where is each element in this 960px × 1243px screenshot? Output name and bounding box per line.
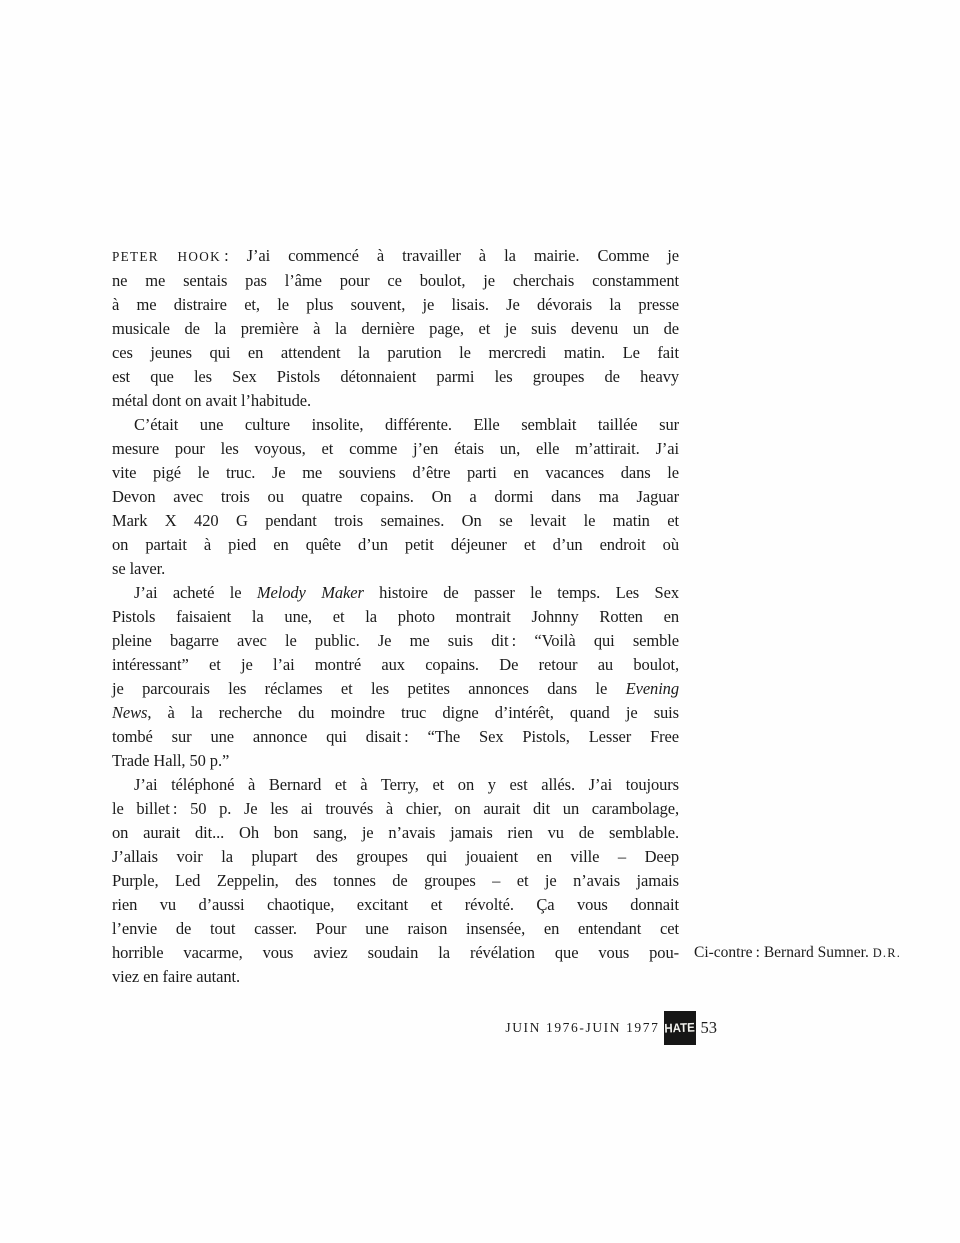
text-line: J’allais voir la plupart des groupes qui jouaient en ville – Deep: [112, 847, 679, 866]
text-line: rien vu d’aussi chaotique, excitant et révolté. Ça vous donnait: [112, 895, 679, 914]
text-line: est que les Sex Pistols détonnaient parmi les groupes de heavy: [112, 367, 679, 386]
text-line: Devon avec trois ou quatre copains. On a dormi dans ma Jaguar: [112, 487, 679, 506]
text-line: à me distraire et, le plus souvent, je lisais. Je dévorais la presse: [112, 295, 679, 314]
text-line: musicale de la première à la dernière page, et je suis devenu un de: [112, 319, 679, 338]
text-line: News, à la recherche du moindre truc digne d’intérêt, quand je suis: [112, 703, 679, 722]
text-line: on aurait dit... Oh bon sang, je n’avais jamais rien vu de semblable.: [112, 823, 679, 842]
photo-caption: Ci-contre : Bernard Sumner. D.R.: [694, 944, 902, 961]
text-line: J’ai acheté le Melody Maker histoire de passer le temps. Les Sex: [134, 583, 679, 602]
text-line: Purple, Led Zeppelin, des tonnes de groupes – et je n’avais jamais: [112, 871, 679, 890]
paragraph: [112, 773, 679, 989]
text-line: viez en faire autant.: [112, 967, 240, 986]
text-line: mesure pour les voyous, et comme j’en étais un, elle m’attirait. J’ai: [112, 439, 679, 458]
text-line: ne me sentais pas l’âme pour ce boulot, je cherchais constamment: [112, 271, 679, 290]
text-line: ces jeunes qui en attendent la parution le mercredi matin. Le fait: [112, 343, 679, 362]
text-line: C’était une culture insolite, différente. Elle semblait taillée sur: [134, 415, 679, 434]
text-line: Mark X 420 G pendant trois semaines. On se levait le matin et: [112, 511, 679, 530]
text-line: Pistols faisaient la une, et la photo montrait Johnny Rotten en: [112, 607, 679, 626]
text-line: le billet : 50 p. Je les ai trouvés à chier, on aurait dit un carambolage,: [112, 799, 679, 818]
paragraph: [112, 413, 679, 581]
footer-chapter-date: JUIN 1976-JUIN 1977: [505, 1020, 660, 1035]
text-line: pleine bagarre avec le public. Je me suis dit : “Voilà qui semble: [112, 631, 679, 650]
text-line: on partait à pied en quête d’un petit déjeuner et d’un endroit où: [112, 535, 679, 554]
text-line: Trade Hall, 50 p.”: [112, 751, 230, 770]
text-line: J’ai téléphoné à Bernard et à Terry, et on y est allés. J’ai toujours: [134, 775, 679, 794]
hate-logo-text: HATE: [664, 1020, 695, 1036]
text-line: métal dont on avait l’habitude.: [112, 391, 311, 410]
page-number: 53: [700, 1018, 717, 1037]
text-line: l’envie de tout casser. Pour une raison insensée, en entendant cet: [112, 919, 679, 938]
text-line: vite pigé le truc. Je me souviens d’être parti en vacances dans le: [112, 463, 679, 482]
text-line: je parcourais les réclames et les petites annonces dans le Evening: [112, 679, 679, 698]
text-line: horrible vacarme, vous aviez soudain la révélation que vous pou-: [112, 943, 679, 962]
text-line: se laver.: [112, 559, 166, 578]
hate-logo-badge: [664, 1011, 696, 1045]
paragraph: [112, 244, 679, 413]
text-line: intéressant” et je l’ai montré aux copains. De retour au boulot,: [112, 655, 679, 674]
text-line: PETER HOOK : J’ai commencé à travailler à la mairie. Comme je: [112, 246, 679, 265]
text-line: tombé sur une annonce qui disait : “The Sex Pistols, Lesser Free: [112, 727, 679, 746]
article-text: [112, 244, 679, 989]
page-footer: [505, 1011, 717, 1045]
paragraph: [112, 581, 679, 773]
